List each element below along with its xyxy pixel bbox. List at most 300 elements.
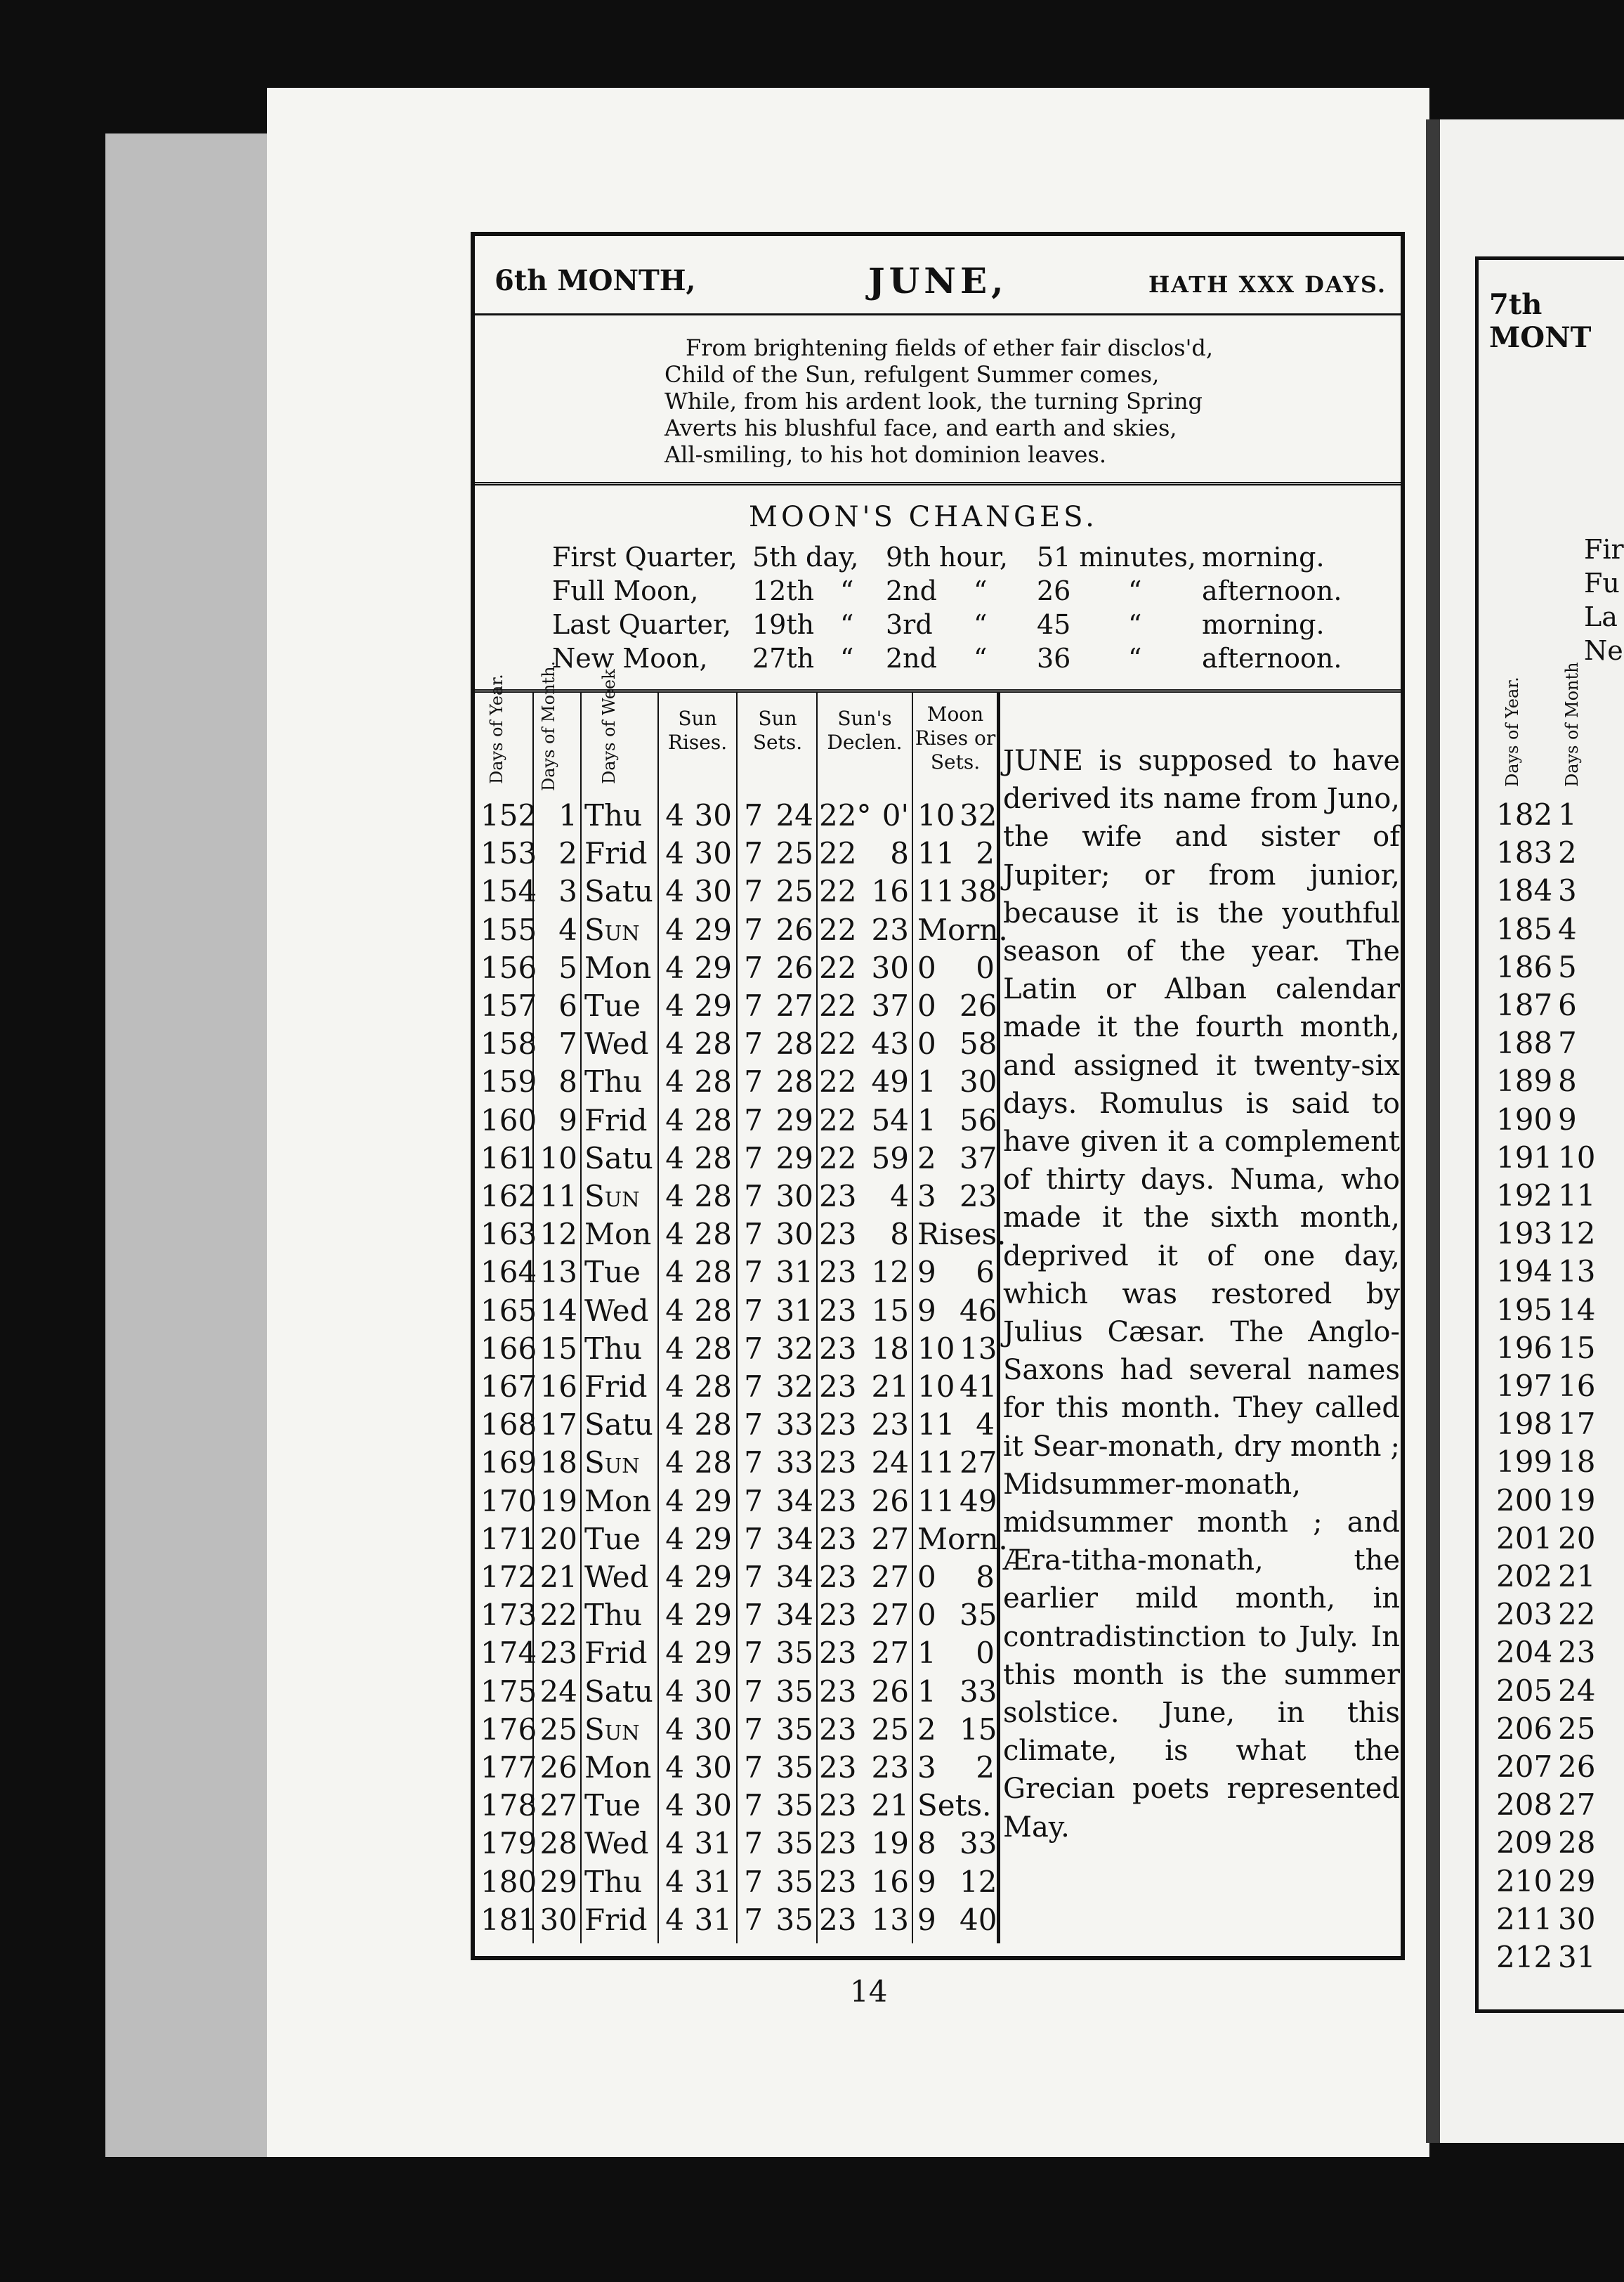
sun-declen-min: 16: [871, 874, 909, 909]
sun-declen-deg: 22: [819, 1102, 857, 1137]
sun-declen-deg: 23: [819, 1445, 857, 1480]
sun-set-hour: 7: [744, 1331, 763, 1366]
moon-hour: 0: [917, 1598, 936, 1633]
moon-min: 33: [960, 1826, 997, 1861]
moon-period: morning.: [1202, 542, 1325, 573]
day-of-year: 166: [480, 1331, 537, 1366]
sun-set-hour: 7: [744, 1445, 763, 1480]
day-of-year: 155: [480, 912, 537, 947]
next-day-of-month: 30: [1558, 1901, 1596, 1936]
day-of-week: Satu: [584, 874, 653, 909]
table-row: [475, 1255, 1009, 1293]
sun-set-hour: 7: [744, 1483, 763, 1518]
sun-set-hour: 7: [744, 1026, 763, 1062]
moon-hour: 2nd: [886, 643, 937, 674]
moon-minutes: 26: [1037, 575, 1071, 606]
sun-declen-min: 54: [871, 1102, 909, 1137]
sun-set-min: 32: [775, 1331, 813, 1366]
day-of-year: 156: [480, 950, 537, 985]
table-row: [475, 1026, 1009, 1064]
ditto-mark: “: [840, 575, 854, 606]
day-of-year: 171: [480, 1521, 537, 1556]
moon-min: 26: [960, 989, 997, 1023]
sun-set-min: 27: [775, 989, 813, 1023]
moon-hour: 0: [917, 1026, 936, 1062]
sun-rise-hour: 4: [665, 1864, 684, 1899]
table-row: [475, 1712, 1009, 1750]
moon-min: 58: [960, 1026, 997, 1062]
sun-rise-hour: 4: [665, 874, 684, 909]
ditto-mark: “: [974, 609, 988, 640]
moon-minutes: 36: [1037, 643, 1071, 674]
sun-set-hour: 7: [744, 1598, 763, 1633]
moon-hour: 10: [917, 798, 955, 833]
day-of-month: 12: [539, 1217, 577, 1252]
moon-min: 4: [976, 1407, 995, 1442]
sun-declen-deg: 23: [819, 1521, 857, 1556]
moon-phase: Full Moon,: [552, 575, 699, 606]
table-row: [475, 1141, 1009, 1179]
next-day-of-year: 191: [1496, 1140, 1553, 1175]
sun-rise-hour: 4: [665, 1369, 684, 1404]
poem-line: From brightening fields of ether fair disclos'd,: [686, 334, 1214, 361]
sun-set-min: 33: [775, 1445, 813, 1480]
day-of-month: 9: [558, 1102, 577, 1137]
next-moon-fragment: Fu: [1584, 568, 1620, 599]
sun-set-hour: 7: [744, 1750, 763, 1785]
next-day-of-month: 25: [1558, 1711, 1596, 1746]
sun-declen-min: 27: [871, 1521, 909, 1556]
next-day-of-year: 211: [1496, 1901, 1553, 1936]
moon-hour: 11: [917, 1483, 955, 1518]
sun-declen-min: 27: [871, 1560, 909, 1594]
table-row: [475, 1636, 1009, 1674]
moon-min: 0: [976, 950, 995, 985]
header-sun-sets: Sun Sets.: [752, 707, 803, 754]
sun-rise-min: 31: [694, 1864, 732, 1899]
sun-rise-hour: 4: [665, 1407, 684, 1442]
sun-set-min: 35: [775, 1712, 813, 1747]
table-row: [475, 1064, 1009, 1102]
day-of-week: Mon: [584, 1750, 652, 1785]
sun-rise-min: 29: [694, 1560, 732, 1594]
next-day-of-year: 198: [1496, 1407, 1553, 1442]
moon-hour: Morn.: [917, 1521, 1008, 1556]
table-row: [475, 1598, 1009, 1636]
sun-rise-hour: 4: [665, 1788, 684, 1823]
sun-declen-min: 23: [871, 1750, 909, 1785]
day-of-week: Mon: [584, 1217, 652, 1252]
moon-hour: 11: [917, 874, 955, 909]
next-day-of-month: 5: [1558, 949, 1577, 984]
day-of-year: 152: [480, 798, 537, 833]
sun-set-min: 34: [775, 1598, 813, 1633]
day-of-week: Frid: [584, 1636, 648, 1671]
moon-hour: 8: [917, 1826, 936, 1861]
sun-rise-min: 29: [694, 1598, 732, 1633]
month-description: JUNE is supposed to have derived its name from Juno, the wife and sister of Jupiter; or from junior, because it is the youthful season of the year. The Latin or Alban calendar made it the fourth month, and assigned it twenty-six days. Romulus is said to have given it a complement of thirty days. Numa, who made it the sixth month, deprived it of one day, which was restored by Julius Cæsar. The Anglo-Saxons had several names for this month. They called it Sear-monath, dry month ; Midsummer-monath, midsummer month ; and Æra-titha-monath, the earlier mild month, in contradistinction to July. In this month is the summer solstice. June, in this climate, is what the Grecian poets represented May.: [1003, 745, 1400, 1844]
next-day-of-year: 200: [1496, 1482, 1553, 1518]
sun-declen-deg: 22: [819, 950, 857, 985]
sun-set-min: 35: [775, 1636, 813, 1671]
day-of-week: Tue: [584, 989, 641, 1023]
next-day-of-month: 13: [1558, 1254, 1596, 1289]
moon-row: [475, 542, 1401, 575]
sun-rise-min: 31: [694, 1826, 732, 1861]
moon-hour: 10: [917, 1369, 955, 1404]
sun-rise-min: 28: [694, 1064, 732, 1100]
sun-declen-min: 8: [890, 1217, 909, 1252]
table-row: [475, 1560, 1009, 1598]
sun-declen-deg: 23: [819, 1407, 857, 1442]
next-moon-fragment: Fir: [1584, 534, 1624, 565]
next-day-of-year: 210: [1496, 1863, 1553, 1898]
sun-rise-min: 28: [694, 1140, 732, 1175]
day-of-year: 167: [480, 1369, 537, 1404]
next-day-of-year: 197: [1496, 1369, 1553, 1403]
day-of-month: 20: [539, 1521, 577, 1556]
sun-set-hour: 7: [744, 798, 763, 833]
sun-set-hour: 7: [744, 989, 763, 1023]
sun-set-hour: 7: [744, 1369, 763, 1404]
sun-declen-min: 43: [871, 1026, 909, 1062]
sun-set-min: 34: [775, 1483, 813, 1518]
sun-declen-deg: 23: [819, 1636, 857, 1671]
next-header-days-of-year: Days of Year.: [1502, 677, 1522, 787]
sun-declen-min: 15: [871, 1293, 909, 1328]
table-row: [475, 1826, 1009, 1864]
sun-set-hour: 7: [744, 1293, 763, 1328]
day-of-week: Thu: [584, 1598, 643, 1633]
moon-hour: 2: [917, 1140, 936, 1175]
table-row: [475, 1750, 1009, 1788]
sun-declen-deg: 23: [819, 1331, 857, 1366]
moon-min: 56: [960, 1102, 997, 1137]
moon-min: 15: [960, 1712, 997, 1747]
header-moon-rises-sets: Moon Rises or Sets.: [915, 703, 996, 774]
table-row: [475, 1407, 1009, 1445]
next-day-of-month: 15: [1558, 1330, 1596, 1365]
sun-rise-hour: 4: [665, 1560, 684, 1594]
day-of-year: 176: [480, 1712, 537, 1747]
next-day-of-month: 24: [1558, 1673, 1596, 1708]
sun-rise-hour: 4: [665, 1483, 684, 1518]
sun-rise-min: 28: [694, 1369, 732, 1404]
sun-rise-hour: 4: [665, 1712, 684, 1747]
moon-day: 5th day,: [752, 542, 859, 573]
sun-set-min: 28: [775, 1064, 813, 1100]
book-spine: [1426, 119, 1440, 2143]
sun-set-min: 31: [775, 1255, 813, 1290]
table-row: [475, 836, 1009, 874]
sun-set-min: 26: [775, 950, 813, 985]
sun-declen-deg: 22: [819, 989, 857, 1023]
next-day-of-year: 184: [1496, 873, 1553, 908]
moon-min: 33: [960, 1674, 997, 1709]
next-day-of-month: 6: [1558, 988, 1577, 1022]
table-row: [475, 1903, 1009, 1941]
moon-min: 6: [976, 1255, 995, 1290]
day-of-week: Frid: [584, 1902, 648, 1937]
moon-min: 0: [976, 1636, 995, 1671]
moon-hour: 3rd: [886, 609, 933, 640]
sun-declen-deg: 23: [819, 1560, 857, 1594]
table-row: [475, 874, 1009, 912]
next-day-of-month: 12: [1558, 1216, 1596, 1251]
sun-declen-min: 19: [871, 1826, 909, 1861]
day-of-month: 18: [539, 1445, 577, 1480]
moon-min: 30: [960, 1064, 997, 1100]
next-day-of-year: 189: [1496, 1064, 1553, 1099]
table-row: [475, 1788, 1009, 1826]
sun-rise-min: 28: [694, 1331, 732, 1366]
ditto-mark: “: [840, 643, 854, 674]
day-of-month: 11: [539, 1179, 577, 1213]
next-day-of-year: 194: [1496, 1254, 1553, 1289]
sun-rise-min: 28: [694, 1217, 732, 1252]
next-day-of-year: 209: [1496, 1825, 1553, 1860]
next-day-of-year: 185: [1496, 911, 1553, 946]
day-of-year: 179: [480, 1826, 537, 1861]
sun-declen-deg: 23: [819, 1293, 857, 1328]
day-of-year: 158: [480, 1026, 537, 1062]
sun-set-hour: 7: [744, 950, 763, 985]
sun-rise-hour: 4: [665, 1255, 684, 1290]
day-of-month: 13: [539, 1255, 577, 1290]
day-of-week: Thu: [584, 1331, 643, 1366]
day-of-week: Thu: [584, 798, 643, 833]
moon-hour: 3: [917, 1179, 936, 1213]
sun-rise-hour: 4: [665, 1217, 684, 1252]
day-of-year: 174: [480, 1636, 537, 1671]
sun-set-min: 35: [775, 1902, 813, 1937]
moon-hour: Morn.: [917, 912, 1008, 947]
sun-set-hour: 7: [744, 1636, 763, 1671]
header-sun-declen: Sun's Declen.: [827, 707, 903, 754]
sun-set-hour: 7: [744, 874, 763, 909]
sun-rise-min: 28: [694, 1026, 732, 1062]
day-of-year: 160: [480, 1102, 537, 1137]
ditto-mark: “: [1128, 643, 1142, 674]
ditto-mark: “: [840, 609, 854, 640]
sun-set-hour: 7: [744, 1560, 763, 1594]
table-row: [475, 1293, 1009, 1331]
day-of-month: 2: [558, 836, 577, 871]
sun-set-min: 35: [775, 1674, 813, 1709]
sun-set-hour: 7: [744, 1140, 763, 1175]
sun-set-min: 31: [775, 1293, 813, 1328]
poem-line: Child of the Sun, refulgent Summer comes,: [664, 361, 1160, 388]
sun-rise-min: 30: [694, 836, 732, 871]
month-header: [475, 236, 1401, 315]
sun-set-min: 33: [775, 1407, 813, 1442]
header-sun-rises: Sun Rises.: [667, 707, 728, 754]
moon-phase: New Moon,: [552, 643, 708, 674]
day-of-week: Mon: [584, 950, 652, 985]
next-day-of-month: 3: [1558, 873, 1577, 908]
sun-declen-min: 23: [871, 1407, 909, 1442]
day-of-month: 16: [539, 1369, 577, 1404]
day-of-week: Satu: [584, 1140, 653, 1175]
sun-declen-min: 49: [871, 1064, 909, 1100]
day-of-week: Thu: [584, 1064, 643, 1100]
next-day-of-year: 202: [1496, 1559, 1553, 1593]
sun-rise-min: 30: [694, 874, 732, 909]
page-number: 14: [850, 1974, 888, 2009]
next-day-of-month: 20: [1558, 1520, 1596, 1556]
ditto-mark: “: [1128, 609, 1142, 640]
sun-declen-min: 25: [871, 1712, 909, 1747]
day-of-month: 25: [539, 1712, 577, 1747]
sun-declen-deg: 23: [819, 1826, 857, 1861]
next-day-of-month: 21: [1558, 1559, 1596, 1593]
moon-minutes: 45: [1037, 609, 1071, 640]
sun-rise-hour: 4: [665, 1293, 684, 1328]
header-days-of-year: Days of Year.: [487, 674, 506, 784]
table-row: [475, 1674, 1009, 1712]
sun-declen-deg: 23: [819, 1750, 857, 1785]
moon-hour: 11: [917, 1407, 955, 1442]
next-day-of-year: 205: [1496, 1673, 1553, 1708]
moon-min: 35: [960, 1598, 997, 1633]
sun-declen-deg: 22: [819, 1026, 857, 1062]
day-of-month: 24: [539, 1674, 577, 1709]
moon-phase: First Quarter,: [552, 542, 738, 573]
ditto-mark: “: [1128, 575, 1142, 606]
table-row: [475, 798, 1009, 836]
day-of-week: Frid: [584, 836, 648, 871]
sun-set-hour: 7: [744, 1674, 763, 1709]
sun-rise-min: 29: [694, 1636, 732, 1671]
sun-rise-min: 28: [694, 1255, 732, 1290]
sun-rise-hour: 4: [665, 1521, 684, 1556]
next-day-of-month: 16: [1558, 1369, 1596, 1403]
sun-declen-deg: 23: [819, 1674, 857, 1709]
moon-min: 38: [960, 874, 997, 909]
next-day-of-month: 23: [1558, 1635, 1596, 1670]
next-day-of-year: 208: [1496, 1787, 1553, 1823]
next-day-of-month: 19: [1558, 1482, 1596, 1518]
day-of-year: 173: [480, 1598, 537, 1633]
sun-set-min: 35: [775, 1788, 813, 1823]
day-of-week: Tue: [584, 1255, 641, 1290]
next-day-of-year: 182: [1496, 797, 1553, 832]
moon-min: 8: [976, 1560, 995, 1594]
day-of-month: 30: [539, 1902, 577, 1937]
sun-set-hour: 7: [744, 1521, 763, 1556]
day-of-month: 23: [539, 1636, 577, 1671]
day-of-month: 14: [539, 1293, 577, 1328]
day-of-year: 177: [480, 1750, 537, 1785]
day-of-year: 165: [480, 1293, 537, 1328]
moon-hour: 11: [917, 1445, 955, 1480]
day-of-year: 181: [480, 1902, 537, 1937]
sun-set-hour: 7: [744, 912, 763, 947]
moon-min: 23: [960, 1179, 997, 1213]
moon-day: 27th: [752, 643, 815, 674]
day-of-month: 27: [539, 1788, 577, 1823]
sun-rise-min: 29: [694, 912, 732, 947]
sun-declen-min: 59: [871, 1140, 909, 1175]
sun-declen-min: 0': [882, 798, 909, 833]
sun-set-min: 35: [775, 1826, 813, 1861]
day-of-week: Wed: [584, 1026, 649, 1062]
sun-set-min: 29: [775, 1102, 813, 1137]
moon-minutes: 51 minutes,: [1037, 542, 1196, 573]
day-of-week: Wed: [584, 1560, 649, 1594]
sun-rise-min: 29: [694, 989, 732, 1023]
table-row: [475, 989, 1009, 1026]
poem: [475, 313, 1401, 485]
sun-set-min: 25: [775, 874, 813, 909]
moon-day: 19th: [752, 609, 815, 640]
day-of-month: 28: [539, 1826, 577, 1861]
sun-set-min: 26: [775, 912, 813, 947]
moon-hour: Rises.: [917, 1217, 1007, 1252]
next-day-of-year: 193: [1496, 1216, 1553, 1251]
moon-hour: 2nd: [886, 575, 937, 606]
day-of-year: 154: [480, 874, 537, 909]
moon-hour: 1: [917, 1674, 936, 1709]
table-row: [475, 913, 1009, 951]
sun-declen-min: 26: [871, 1483, 909, 1518]
sun-declen-min: 21: [871, 1788, 909, 1823]
sun-rise-min: 29: [694, 1483, 732, 1518]
next-day-of-year: 199: [1496, 1445, 1553, 1480]
sun-set-min: 32: [775, 1369, 813, 1404]
sun-rise-hour: 4: [665, 1826, 684, 1861]
sun-declen-min: 27: [871, 1636, 909, 1671]
sun-set-hour: 7: [744, 1102, 763, 1137]
next-day-of-month: 10: [1558, 1140, 1596, 1175]
sun-rise-hour: 4: [665, 1331, 684, 1366]
sun-rise-hour: 4: [665, 1064, 684, 1100]
day-of-month: 6: [558, 989, 577, 1023]
day-of-year: 161: [480, 1140, 537, 1175]
day-of-month: 1: [558, 798, 577, 833]
sun-rise-min: 29: [694, 950, 732, 985]
day-of-month: 5: [558, 950, 577, 985]
sun-rise-hour: 4: [665, 1102, 684, 1137]
day-of-year: 180: [480, 1864, 537, 1899]
moon-row: [475, 575, 1401, 609]
moon-hour: 9: [917, 1902, 936, 1937]
poem-line: Averts his blushful face, and earth and skies,: [664, 415, 1177, 441]
next-day-of-month: 17: [1558, 1407, 1596, 1442]
sun-declen-min: 8: [890, 836, 909, 871]
table-row: [475, 1331, 1009, 1369]
sun-declen-min: 12: [871, 1255, 909, 1290]
sun-declen-deg: 23: [819, 1864, 857, 1899]
next-day-of-month: 8: [1558, 1064, 1577, 1099]
day-of-year: 159: [480, 1064, 537, 1100]
day-of-month: 22: [539, 1598, 577, 1633]
sun-rise-hour: 4: [665, 1179, 684, 1213]
sun-rise-hour: 4: [665, 798, 684, 833]
day-of-week: Frid: [584, 1102, 648, 1137]
day-of-month: 29: [539, 1864, 577, 1899]
moon-hour: 2: [917, 1712, 936, 1747]
next-page-header: 7th MONT: [1489, 288, 1592, 354]
next-day-of-year: 196: [1496, 1330, 1553, 1365]
day-of-week: Satu: [584, 1674, 653, 1709]
day-of-month: 21: [539, 1560, 577, 1594]
sun-set-min: 30: [775, 1179, 813, 1213]
sun-set-hour: 7: [744, 836, 763, 871]
sun-rise-hour: 4: [665, 836, 684, 871]
sun-rise-hour: 4: [665, 1674, 684, 1709]
header-days-of-week: Days of Week: [599, 669, 619, 784]
